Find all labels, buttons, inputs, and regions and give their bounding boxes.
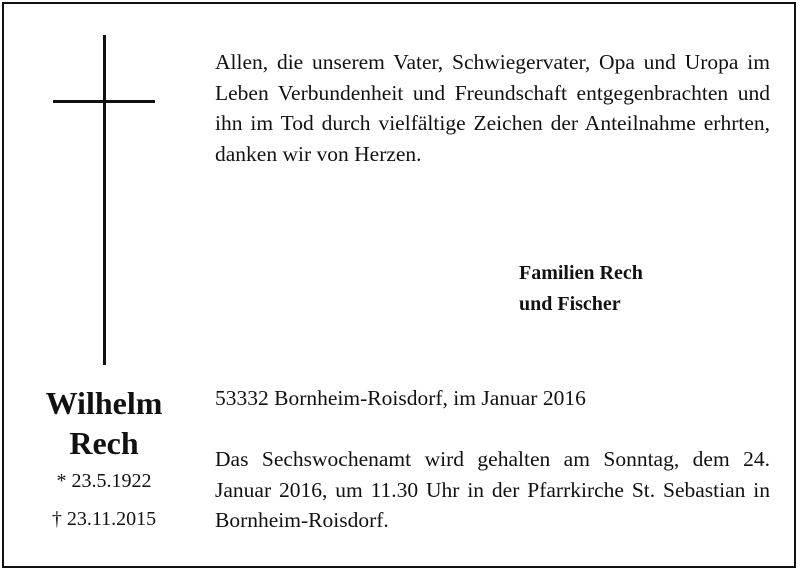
gratitude-message: Allen, die unserem Vater, Schwiegervater, Opa und Uropa im Leben Verbundenheit und Freundschaft entgegenbrachten und ihn im Tod durch vielfältige Zeichen der Anteilnahme erhrten, danken wir von Herzen. — [215, 50, 770, 166]
death-date: † 23.11.2015 — [51, 508, 157, 530]
signature-block — [519, 258, 643, 320]
signature-line-1: Familien Rech — [519, 262, 643, 284]
place-and-date: 53332 Bornheim-Roisdorf, im Januar 2016 — [215, 386, 586, 410]
service-announcement: Das Sechswochenamt wird gehalten am Sonntag, dem 24. Januar 2016, um 11.30 Uhr in der Pfarrkirche St. Sebastian in Bornheim-Roisdorf. — [215, 447, 770, 532]
cross-vertical-bar — [103, 35, 106, 365]
signature-line-2: und Fischer — [519, 293, 621, 315]
deceased-first-name: Wilhelm — [45, 385, 163, 421]
birth-date: * 23.5.1922 — [56, 470, 152, 492]
deceased-name — [30, 383, 178, 463]
deceased-last-name: Rech — [69, 425, 139, 461]
cross-horizontal-bar — [53, 100, 155, 103]
